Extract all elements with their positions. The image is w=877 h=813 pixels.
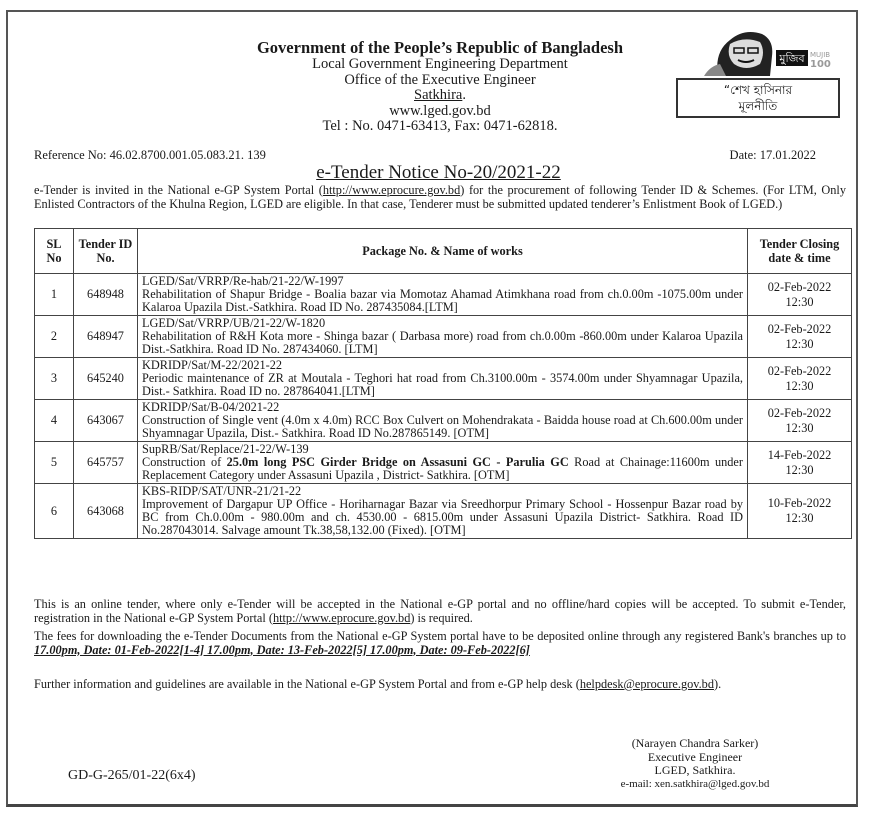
- district-suffix: .: [462, 87, 466, 103]
- row-package-no: LGED/Sat/VRRP/Re-hab/21-22/W-1997: [142, 274, 344, 288]
- row-closing-time: 12:30: [785, 336, 814, 351]
- fees-text: The fees for downloading the e-Tender Documents from the National e-GP System portal have to be deposited online through any registered Bank's branches up to: [34, 629, 846, 643]
- row-closing-date: 02-Feb-2022: [767, 321, 832, 336]
- row-package-no: KDRIDP/Sat/M-22/2021-22: [142, 358, 283, 372]
- row-closing-date: 14-Feb-2022: [767, 447, 832, 462]
- table-row: [35, 274, 852, 316]
- row-work-text: Periodic maintenance of ZR at Moutala - Teghori hat road from Ch.3100.00m - 3574.00m under Shyamnagar Upazila, Dist.- Satkhira. Road ID no. 287864041.[LTM]: [142, 371, 743, 398]
- row-work-text: Construction of Single vent (4.0m x 4.0m) RCC Box Culvert on Mohendrakata - Baidda house road at Ch.600.00m under Shyamnagar Upazila, Dist.- Satkhira. Road ID No.287865149. [OTM]: [142, 413, 743, 440]
- department-name: Local Government Engineering Department: [312, 56, 568, 72]
- row-closing-time: 12:30: [785, 294, 814, 309]
- table-row: [35, 400, 852, 442]
- row-sl: 5: [35, 442, 74, 484]
- intro-paragraph: [34, 184, 846, 211]
- further-text-1: Further information and guidelines are available in the National e-GP System Portal and from e-GP help desk (: [34, 677, 580, 691]
- row-closing: [748, 484, 852, 539]
- row-work: [138, 484, 748, 539]
- header-sl: SL No: [35, 229, 74, 274]
- row-closing-date: 02-Feb-2022: [767, 405, 832, 420]
- government-title: Government of the People’s Republic of Bangladesh: [256, 38, 624, 57]
- row-closing-time: 12:30: [785, 462, 814, 477]
- footer-code: GD-G-265/01-22(6x4): [68, 768, 196, 783]
- row-closing-date: 02-Feb-2022: [767, 363, 832, 378]
- eprocure-link[interactable]: http://www.eprocure.gov.bd: [322, 183, 461, 197]
- header-package: Package No. & Name of works: [138, 229, 748, 274]
- row-closing-date: 10-Feb-2022: [767, 496, 832, 510]
- reference-number: Reference No: 46.02.8700.001.05.083.21. 139: [34, 148, 266, 162]
- table-header-row: [35, 229, 852, 274]
- district-line: [180, 88, 700, 104]
- row-work: [138, 442, 748, 484]
- row-tender-id: 648948: [74, 274, 138, 316]
- signatory-office: LGED, Satkhira.: [654, 763, 736, 777]
- intro-text-2: ) for the procurement of following Tender ID & Schemes. (For LTM, Only Enlisted Contractors of the Khulna Region, LGED are eligible. In that case, Tenderer must be submitted updated tenderer’s Enlistment Book of LGED.): [34, 183, 846, 211]
- row-work: [138, 274, 748, 316]
- contact-line: Tel : No. 0471-63413, Fax: 0471-62818.: [322, 118, 558, 134]
- row-work: [138, 358, 748, 400]
- row-tender-id: 645240: [74, 358, 138, 400]
- row-closing-time: 12:30: [785, 378, 814, 393]
- row-closing-date: 02-Feb-2022: [767, 279, 832, 294]
- row-closing: [748, 400, 852, 442]
- row-work: [138, 316, 748, 358]
- signature-block: [580, 737, 810, 791]
- reference-row: [34, 148, 834, 163]
- letterhead: [180, 38, 700, 135]
- signatory-designation: Executive Engineer: [647, 749, 743, 764]
- fees-deadline: 17.00pm, Date: 01-Feb-2022[1-4] 17.00pm, Date: 13-Feb-2022[5] 17.00pm, Date: 09-Feb-2022[6]: [34, 642, 530, 657]
- row-sl: 1: [35, 274, 74, 316]
- online-text-1: This is an online tender, where only e-Tender will be accepted in the National e-GP portal and no offline/hard copies will be accepted. To submit e-Tender, registration in the National e-GP System Portal (: [34, 597, 846, 625]
- notice-title: e-Tender Notice No-20/2021-22: [316, 162, 561, 183]
- row-work-text-end: Road at Chainage:11600m under Replacement Category under Assasuni Upazila , District- Satkhira. [OTM]: [142, 455, 743, 482]
- row-closing: [748, 274, 852, 316]
- row-tender-id: 643067: [74, 400, 138, 442]
- header-tender-id: Tender ID No.: [74, 229, 138, 274]
- row-work-highlight: 25.0m long PSC Girder Bridge on Assasuni GC - Parulia GC: [226, 455, 569, 469]
- row-tender-id: 645757: [74, 442, 138, 484]
- helpdesk-email-link[interactable]: helpdesk@eprocure.gov.bd: [579, 677, 714, 691]
- further-text-2: ).: [713, 677, 722, 691]
- row-package-no: SupRB/Sat/Replace/21-22/W-139: [142, 442, 309, 456]
- row-closing: [748, 358, 852, 400]
- fees-paragraph: [34, 630, 846, 657]
- online-tender-paragraph: [34, 598, 846, 625]
- svg-text:MUJIB: MUJIB: [810, 51, 831, 59]
- row-work-text: Rehabilitation of R&H Kota more - Shinga bazar ( Darbasa more) road from ch.0.00m -860.00m under Kalaroa Upazila Dist.-Satkhira. Road ID No. 287434060. [LTM]: [142, 329, 743, 356]
- row-work-text: Rehabilitation of Shapur Bridge - Boalia bazar via Momotaz Ahamad Atimkhana road from ch.0.00m -1075.00m under Kalaroa Upazila Dist.-Satkhira. Road ID No. 287435084.[LTM]: [142, 287, 743, 314]
- row-package-no: LGED/Sat/VRRP/UB/21-22/W-1820: [142, 316, 326, 330]
- row-package-no: KDRIDP/Sat/B-04/2021-22: [142, 400, 280, 414]
- tender-table: [34, 228, 852, 539]
- table-row: [35, 316, 852, 358]
- mujib-logo-text: মুজিব: [779, 52, 805, 65]
- motto-box: [676, 78, 840, 118]
- row-sl: 2: [35, 316, 74, 358]
- office-name: Office of the Executive Engineer: [344, 71, 536, 88]
- motto-line-1: “শেখ হাসিনার: [723, 83, 793, 97]
- online-text-2: ) is required.: [410, 610, 473, 625]
- row-tender-id: 648947: [74, 316, 138, 358]
- table-row: [35, 442, 852, 484]
- eprocure-link-2[interactable]: http://www.eprocure.gov.bd: [272, 610, 411, 625]
- row-sl: 3: [35, 358, 74, 400]
- district-name: Satkhira: [414, 87, 463, 103]
- row-closing-time: 12:30: [785, 420, 814, 435]
- row-closing: [748, 442, 852, 484]
- further-info-paragraph: [34, 678, 846, 692]
- website: www.lged.gov.bd: [389, 102, 491, 119]
- row-tender-id: 643068: [74, 484, 138, 539]
- row-sl: 4: [35, 400, 74, 442]
- signatory-email: e-mail: xen.satkhira@lged.gov.bd: [620, 777, 770, 790]
- notice-date: Date: 17.01.2022: [729, 148, 816, 162]
- row-work-text: Improvement of Dargapur UP Office - Horiharnagar Bazar via Sreedhorpur Primary School - Hossenpur Bazar road by BC from Ch.0.00m - 980.00m and ch. 4530.00 - 6815.00m under Assasuni Upazila District- Satkhira. Road ID No.287043014. Salvage amount Tk.38,58,132.00 (Fixed). [OTM]: [142, 497, 743, 537]
- intro-text-1: e-Tender is invited in the National e-GP System Portal (: [34, 183, 323, 197]
- row-package-no: KBS-RIDP/SAT/UNR-21/21-22: [142, 484, 302, 498]
- table-row: [35, 484, 852, 539]
- row-work: [138, 400, 748, 442]
- signatory-name: (Narayen Chandra Sarker): [631, 736, 759, 750]
- svg-text:100: 100: [810, 59, 831, 70]
- table-row: [35, 358, 852, 400]
- row-closing: [748, 316, 852, 358]
- header-closing: Tender Closing date & time: [748, 229, 852, 274]
- mujib-100-portrait-icon: [700, 22, 850, 78]
- row-closing-time: 12:30: [785, 511, 814, 525]
- row-sl: 6: [35, 484, 74, 539]
- motto-line-2: মূলনীতি: [738, 99, 778, 113]
- row-work-text: Construction of: [142, 455, 227, 469]
